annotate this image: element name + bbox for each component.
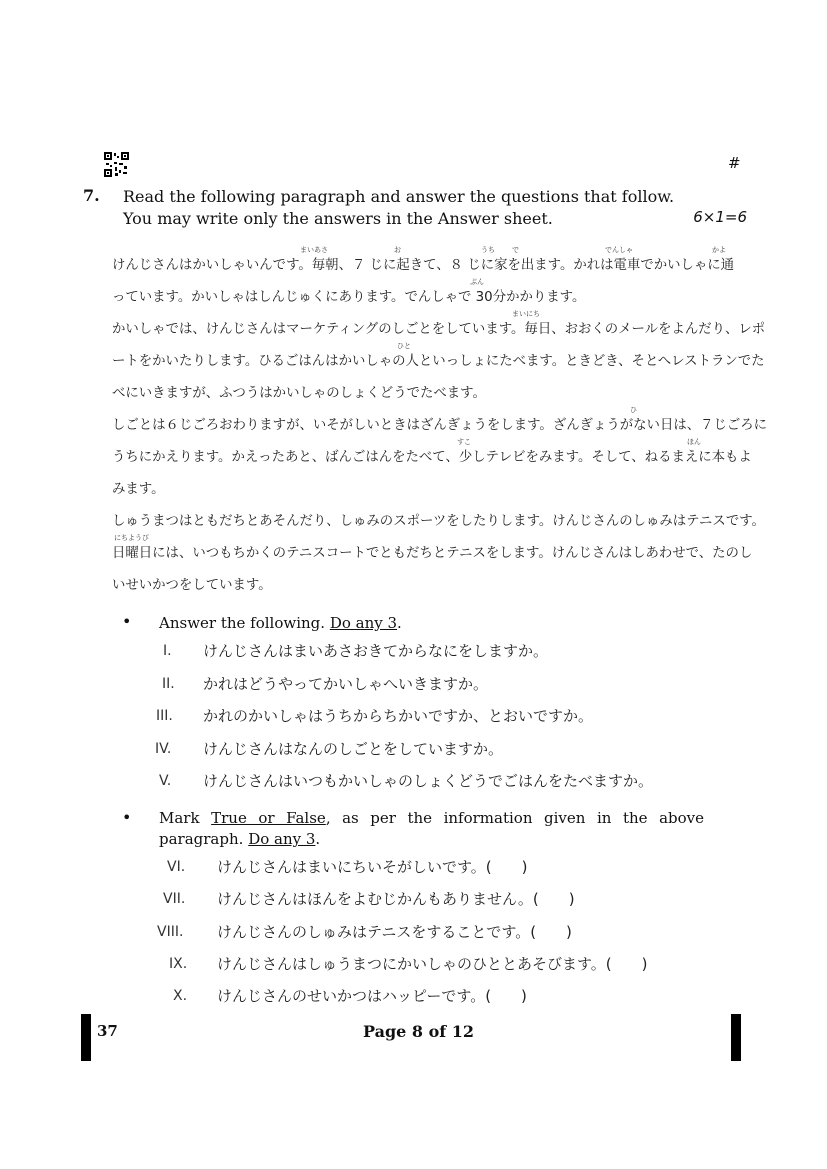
reading-paragraph <box>112 246 768 602</box>
furigana: ひ <box>630 406 637 414</box>
heading-underlined: Do any 3 <box>248 830 316 848</box>
item-numeral: I. <box>163 643 172 659</box>
furigana: かよ <box>712 246 726 254</box>
furigana: すこ <box>457 438 471 446</box>
paragraph-text: ートをかいたりします。ひるごはんはかいしゃの人といっしょにたべます。ときどき、そとへレストランでた <box>112 354 765 369</box>
furigana: ひと <box>397 342 411 350</box>
question-item: けんじさんはいつもかいしゃのしょくどうでごはんをたべますか。 <box>203 772 654 790</box>
item-numeral: VI. <box>167 859 186 875</box>
paragraph-text: いせいかつをしています。 <box>112 578 272 593</box>
paper-code: 37 <box>97 1022 118 1040</box>
paragraph-line <box>112 246 735 282</box>
item-numeral: IV. <box>155 741 172 757</box>
section2-heading <box>159 808 704 850</box>
bullet-point: • <box>122 612 132 631</box>
item-numeral: X. <box>173 988 188 1004</box>
paragraph-line <box>112 310 766 346</box>
furigana: でんしゃ <box>605 246 633 254</box>
item-numeral: VII. <box>163 891 186 907</box>
paragraph-text: しごとは６じごろおわりますが、いそがしいときはざんぎょうをします。ざんぎょうがない日は、７じごろに <box>112 418 768 433</box>
paragraph-line <box>112 342 765 378</box>
question-item: けんじさんはなんのしごとをしていますか。 <box>203 740 504 758</box>
question-instruction: Read the following paragraph and answer the questions that follow. You may write only the answers in the Answer sheet. <box>123 187 675 228</box>
heading-text: , as per the information given in the above paragraph. <box>159 809 704 848</box>
furigana: うち <box>481 246 495 254</box>
footer-left-bar <box>81 1014 91 1061</box>
question-item: けんじさんはまいあさおきてからなにをしますか。 <box>203 642 549 660</box>
question-item: かれのかいしゃはうちからちかいですか、とおいですか。 <box>203 707 594 725</box>
furigana: で <box>512 246 519 254</box>
section1-heading <box>159 613 704 634</box>
paragraph-line <box>112 438 752 474</box>
true-false-item: けんじさんはほんをよむじかんもありません。( ) <box>217 890 575 908</box>
furigana: お <box>394 246 401 254</box>
true-false-item: けんじさんのしゅみはテニスをすることです。( ) <box>217 923 572 941</box>
item-numeral: IX. <box>169 956 188 972</box>
item-numeral: II. <box>162 676 175 692</box>
qr-code-icon <box>104 152 129 177</box>
heading-text: Answer the following. <box>159 614 330 632</box>
paragraph-text: べにいきますが、ふつうはかいしゃのしょくどうでたべます。 <box>112 386 486 401</box>
bullet-point: • <box>122 808 132 827</box>
heading-text: . <box>397 614 402 632</box>
heading-text: . <box>315 830 321 848</box>
paragraph-text: うちにかえります。かえったあと、ばんごはんをたべて、少しテレビをみます。そして、ねるまえに本もよ <box>112 450 752 465</box>
paragraph-text: けんじさんはかいしゃいんです。毎朝、７ じに起きて、８ じに家を出ます。かれは電車でかいしゃに通 <box>112 258 735 273</box>
paragraph-line <box>112 278 734 314</box>
furigana: まいあさ <box>300 246 328 254</box>
question-number: 7. <box>83 186 100 205</box>
paragraph-text: しゅうまつはともだちとあそんだり、しゅみのスポーツをしたりします。けんじさんのしゅみはテニスです。 <box>112 514 765 529</box>
item-numeral: V. <box>159 773 172 789</box>
paragraph-text: っています。かいしゃはしんじゅくにあります。でんしゃで 30分かかります。 <box>112 290 586 305</box>
paragraph-line <box>112 406 768 442</box>
paragraph-line <box>112 570 734 602</box>
paragraph-line <box>112 534 753 570</box>
page-number: Page 8 of 12 <box>363 1022 474 1041</box>
true-false-item: けんじさんはまいにちいそがしいです。( ) <box>217 858 528 876</box>
paragraph-text: かいしゃでは、けんじさんはマーケティングのしごとをしています。毎日、おおくのメールをよんだり、レポ <box>112 322 766 337</box>
item-numeral: III. <box>156 708 173 724</box>
furigana: にちようび <box>114 534 149 542</box>
heading-underlined: True or False <box>211 809 326 827</box>
item-numeral: VIII. <box>157 924 184 940</box>
true-false-item: けんじさんはしゅうまつにかいしゃのひととあそびます。( ) <box>217 955 648 973</box>
paragraph-line <box>112 378 734 410</box>
heading-underlined: Do any 3 <box>329 614 398 632</box>
paragraph-text: みます。 <box>112 482 165 497</box>
furigana: ほん <box>687 438 701 446</box>
paragraph-line <box>112 506 765 538</box>
footer-right-bar <box>731 1014 741 1061</box>
paragraph-line <box>112 474 734 506</box>
heading-text: Mark <box>159 809 212 827</box>
furigana: まいにち <box>512 310 540 318</box>
furigana: ぷん <box>470 278 484 286</box>
question-marks: 6×1=6 <box>693 208 747 226</box>
true-false-item: けんじさんのせいかつはハッピーです。( ) <box>217 987 527 1005</box>
paragraph-text: 日曜日には、いつもちかくのテニスコートでともだちとテニスをします。けんじさんはしあわせで、たのし <box>112 546 753 561</box>
question-item: かれはどうやってかいしゃへいきますか。 <box>203 675 489 693</box>
header-symbol: # <box>728 154 741 172</box>
